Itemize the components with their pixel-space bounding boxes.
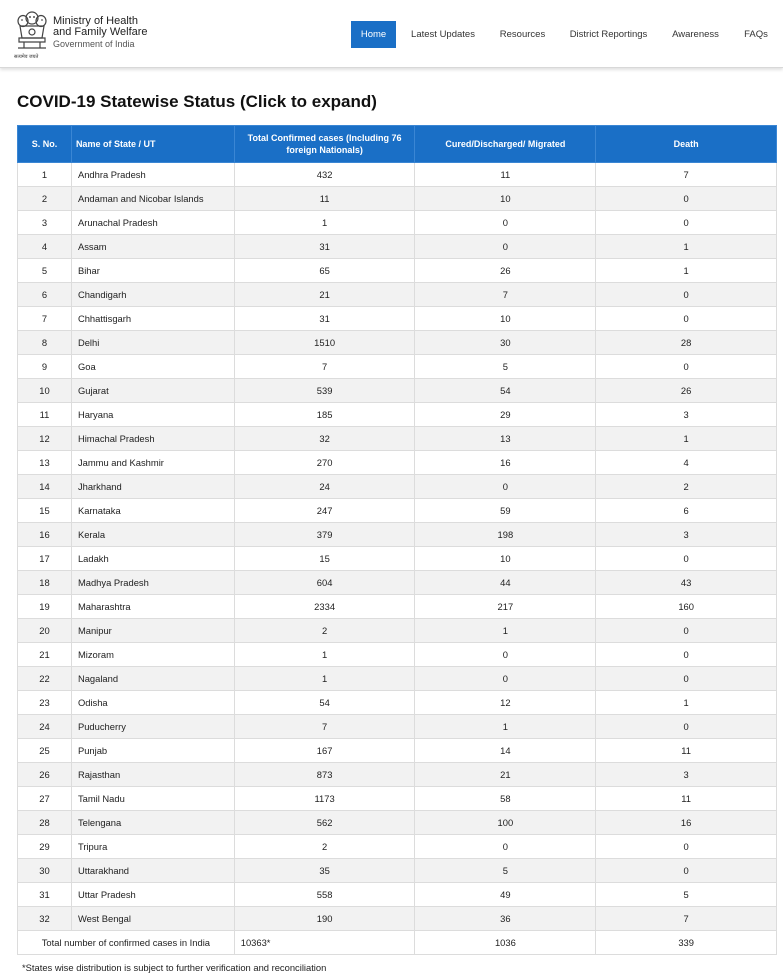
cell-confirmed: 7 [234,715,415,739]
table-row[interactable] [18,595,777,619]
cell-sno: 30 [18,859,72,883]
column-header-death: Death [596,126,777,163]
table-row[interactable] [18,811,777,835]
cell-cured: 49 [415,883,596,907]
table-row[interactable] [18,859,777,883]
table-row[interactable] [18,643,777,667]
cell-state-name: Haryana [71,403,234,427]
cell-cured: 36 [415,907,596,931]
cell-death: 2 [596,475,777,499]
cell-sno: 28 [18,811,72,835]
cell-confirmed: 604 [234,571,415,595]
cell-sno: 18 [18,571,72,595]
cell-death: 4 [596,451,777,475]
cell-cured: 12 [415,691,596,715]
cell-sno: 32 [18,907,72,931]
cell-death: 0 [596,835,777,859]
cell-confirmed: 11 [234,187,415,211]
cell-cured: 100 [415,811,596,835]
cell-sno: 5 [18,259,72,283]
table-row[interactable] [18,619,777,643]
cell-cured: 7 [415,283,596,307]
cell-state-name: Nagaland [71,667,234,691]
cell-confirmed: 432 [234,163,415,187]
cell-sno: 23 [18,691,72,715]
cell-sno: 19 [18,595,72,619]
cell-confirmed: 24 [234,475,415,499]
cell-death: 26 [596,379,777,403]
cell-death: 0 [596,667,777,691]
cell-death: 0 [596,355,777,379]
cell-state-name: Uttar Pradesh [71,883,234,907]
cell-death: 0 [596,619,777,643]
cell-sno: 13 [18,451,72,475]
site-header [0,0,783,68]
total-label: Total number of confirmed cases in India [18,931,235,955]
cell-cured: 16 [415,451,596,475]
cell-death: 7 [596,163,777,187]
cell-death: 5 [596,883,777,907]
cell-state-name: Maharashtra [71,595,234,619]
emblem-caption: सत्यमेव जयते [14,54,39,60]
table-body [18,163,777,931]
cell-cured: 5 [415,355,596,379]
table-row[interactable] [18,163,777,187]
cell-cured: 14 [415,739,596,763]
cell-cured: 59 [415,499,596,523]
column-header-sno: S. No. [18,126,72,163]
table-row[interactable] [18,523,777,547]
cell-death: 6 [596,499,777,523]
cell-cured: 29 [415,403,596,427]
cell-state-name: Arunachal Pradesh [71,211,234,235]
cell-state-name: Odisha [71,691,234,715]
table-row[interactable] [18,691,777,715]
ministry-name-line2: and Family Welfare [53,26,148,38]
cell-confirmed: 1 [234,667,415,691]
cell-cured: 10 [415,547,596,571]
cell-cured: 1 [415,715,596,739]
cell-state-name: Mizoram [71,643,234,667]
cell-cured: 11 [415,163,596,187]
statewise-table [17,125,777,955]
cell-sno: 14 [18,475,72,499]
total-confirmed: 10363* [234,931,415,955]
cell-cured: 54 [415,379,596,403]
cell-sno: 20 [18,619,72,643]
cell-cured: 1 [415,619,596,643]
cell-cured: 30 [415,331,596,355]
cell-state-name: West Bengal [71,907,234,931]
cell-sno: 25 [18,739,72,763]
cell-sno: 29 [18,835,72,859]
cell-confirmed: 2334 [234,595,415,619]
nav-latest-updates[interactable]: Latest Updates [411,29,475,40]
table-row[interactable] [18,355,777,379]
cell-confirmed: 2 [234,619,415,643]
table-row[interactable] [18,835,777,859]
cell-death: 0 [596,715,777,739]
cell-death: 1 [596,427,777,451]
cell-confirmed: 54 [234,691,415,715]
cell-cured: 26 [415,259,596,283]
cell-confirmed: 1173 [234,787,415,811]
cell-death: 3 [596,523,777,547]
cell-state-name: Assam [71,235,234,259]
cell-cured: 0 [415,211,596,235]
cell-confirmed: 185 [234,403,415,427]
cell-confirmed: 15 [234,547,415,571]
cell-confirmed: 31 [234,235,415,259]
cell-death: 3 [596,763,777,787]
cell-state-name: Puducherry [71,715,234,739]
table-row[interactable] [18,451,777,475]
cell-cured: 5 [415,859,596,883]
cell-death: 1 [596,259,777,283]
cell-confirmed: 21 [234,283,415,307]
cell-sno: 6 [18,283,72,307]
cell-cured: 0 [415,667,596,691]
nav-resources[interactable]: Resources [499,29,546,40]
table-row[interactable] [18,547,777,571]
cell-confirmed: 167 [234,739,415,763]
cell-death: 1 [596,235,777,259]
table-row[interactable] [18,427,777,451]
cell-confirmed: 32 [234,427,415,451]
cell-sno: 31 [18,883,72,907]
cell-death: 0 [596,643,777,667]
table-row[interactable] [18,187,777,211]
table-row[interactable] [18,379,777,403]
table-row[interactable] [18,883,777,907]
cell-cured: 217 [415,595,596,619]
cell-sno: 17 [18,547,72,571]
cell-confirmed: 379 [234,523,415,547]
nav-district-reportings[interactable]: District Reportings [569,29,648,40]
cell-death: 28 [596,331,777,355]
cell-state-name: Goa [71,355,234,379]
column-header-cured: Cured/Discharged/ Migrated [415,126,596,163]
cell-state-name: Chhattisgarh [71,307,234,331]
cell-sno: 8 [18,331,72,355]
cell-sno: 22 [18,667,72,691]
cell-confirmed: 31 [234,307,415,331]
cell-confirmed: 1510 [234,331,415,355]
cell-cured: 10 [415,187,596,211]
cell-sno: 16 [18,523,72,547]
cell-state-name: Bihar [71,259,234,283]
table-row[interactable] [18,211,777,235]
cell-death: 0 [596,859,777,883]
cell-sno: 12 [18,427,72,451]
cell-death: 0 [596,283,777,307]
cell-state-name: Madhya Pradesh [71,571,234,595]
table-row[interactable] [18,571,777,595]
nav-home[interactable]: Home [351,21,396,48]
cell-state-name: Tripura [71,835,234,859]
cell-confirmed: 562 [234,811,415,835]
table-row[interactable] [18,499,777,523]
cell-death: 0 [596,211,777,235]
cell-state-name: Karnataka [71,499,234,523]
column-header-state: Name of State / UT [71,126,234,163]
cell-state-name: Jharkhand [71,475,234,499]
cell-state-name: Andaman and Nicobar Islands [71,187,234,211]
cell-state-name: Chandigarh [71,283,234,307]
table-row[interactable] [18,283,777,307]
cell-confirmed: 190 [234,907,415,931]
table-row[interactable] [18,907,777,931]
table-row[interactable] [18,787,777,811]
page-title[interactable]: COVID-19 Statewise Status (Click to expand) [17,92,377,111]
cell-cured: 44 [415,571,596,595]
cell-cured: 198 [415,523,596,547]
cell-sno: 9 [18,355,72,379]
table-row[interactable] [18,259,777,283]
table-row[interactable] [18,475,777,499]
table-row[interactable] [18,715,777,739]
cell-confirmed: 270 [234,451,415,475]
nav-faqs[interactable]: FAQs [744,29,768,40]
cell-sno: 24 [18,715,72,739]
nav-awareness[interactable]: Awareness [672,29,719,40]
cell-confirmed: 1 [234,643,415,667]
cell-sno: 10 [18,379,72,403]
ministry-name[interactable] [53,16,148,50]
cell-state-name: Andhra Pradesh [71,163,234,187]
cell-death: 1 [596,691,777,715]
cell-cured: 0 [415,643,596,667]
table-row[interactable] [18,235,777,259]
total-cured: 1036 [415,931,596,955]
cell-sno: 3 [18,211,72,235]
cell-death: 43 [596,571,777,595]
cell-state-name: Delhi [71,331,234,355]
cell-death: 11 [596,787,777,811]
cell-confirmed: 7 [234,355,415,379]
cell-state-name: Rajasthan [71,763,234,787]
national-emblem-icon[interactable] [14,8,50,62]
cell-state-name: Telengana [71,811,234,835]
table-row[interactable] [18,403,777,427]
cell-confirmed: 2 [234,835,415,859]
cell-confirmed: 873 [234,763,415,787]
column-header-confirmed: Total Confirmed cases (Including 76 foreign Nationals) [234,126,415,163]
cell-sno: 1 [18,163,72,187]
cell-confirmed: 247 [234,499,415,523]
table-row[interactable] [18,307,777,331]
cell-cured: 58 [415,787,596,811]
total-death: 339 [596,931,777,955]
cell-sno: 21 [18,643,72,667]
cell-death: 11 [596,739,777,763]
cell-confirmed: 539 [234,379,415,403]
cell-sno: 26 [18,763,72,787]
cell-cured: 0 [415,835,596,859]
cell-death: 7 [596,907,777,931]
cell-confirmed: 35 [234,859,415,883]
cell-state-name: Tamil Nadu [71,787,234,811]
table-row[interactable] [18,331,777,355]
cell-state-name: Gujarat [71,379,234,403]
cell-sno: 2 [18,187,72,211]
cell-state-name: Punjab [71,739,234,763]
cell-death: 0 [596,187,777,211]
cell-state-name: Ladakh [71,547,234,571]
cell-death: 3 [596,403,777,427]
cell-sno: 4 [18,235,72,259]
cell-death: 0 [596,307,777,331]
table-row[interactable] [18,739,777,763]
footnote: *States wise distribution is subject to further verification and reconciliation [22,962,327,973]
cell-cured: 13 [415,427,596,451]
cell-state-name: Jammu and Kashmir [71,451,234,475]
cell-sno: 11 [18,403,72,427]
cell-state-name: Manipur [71,619,234,643]
cell-state-name: Uttarakhand [71,859,234,883]
cell-death: 0 [596,547,777,571]
cell-sno: 15 [18,499,72,523]
cell-sno: 27 [18,787,72,811]
ministry-name-line1: Ministry of Health [53,15,138,27]
cell-state-name: Kerala [71,523,234,547]
cell-death: 160 [596,595,777,619]
total-row [18,931,777,955]
cell-death: 16 [596,811,777,835]
government-label: Government of India [53,39,135,49]
cell-confirmed: 558 [234,883,415,907]
cell-cured: 10 [415,307,596,331]
cell-state-name: Himachal Pradesh [71,427,234,451]
table-row[interactable] [18,763,777,787]
cell-cured: 0 [415,235,596,259]
cell-cured: 0 [415,475,596,499]
cell-confirmed: 65 [234,259,415,283]
cell-cured: 21 [415,763,596,787]
cell-confirmed: 1 [234,211,415,235]
table-header-row [18,126,777,163]
table-row[interactable] [18,667,777,691]
cell-sno: 7 [18,307,72,331]
